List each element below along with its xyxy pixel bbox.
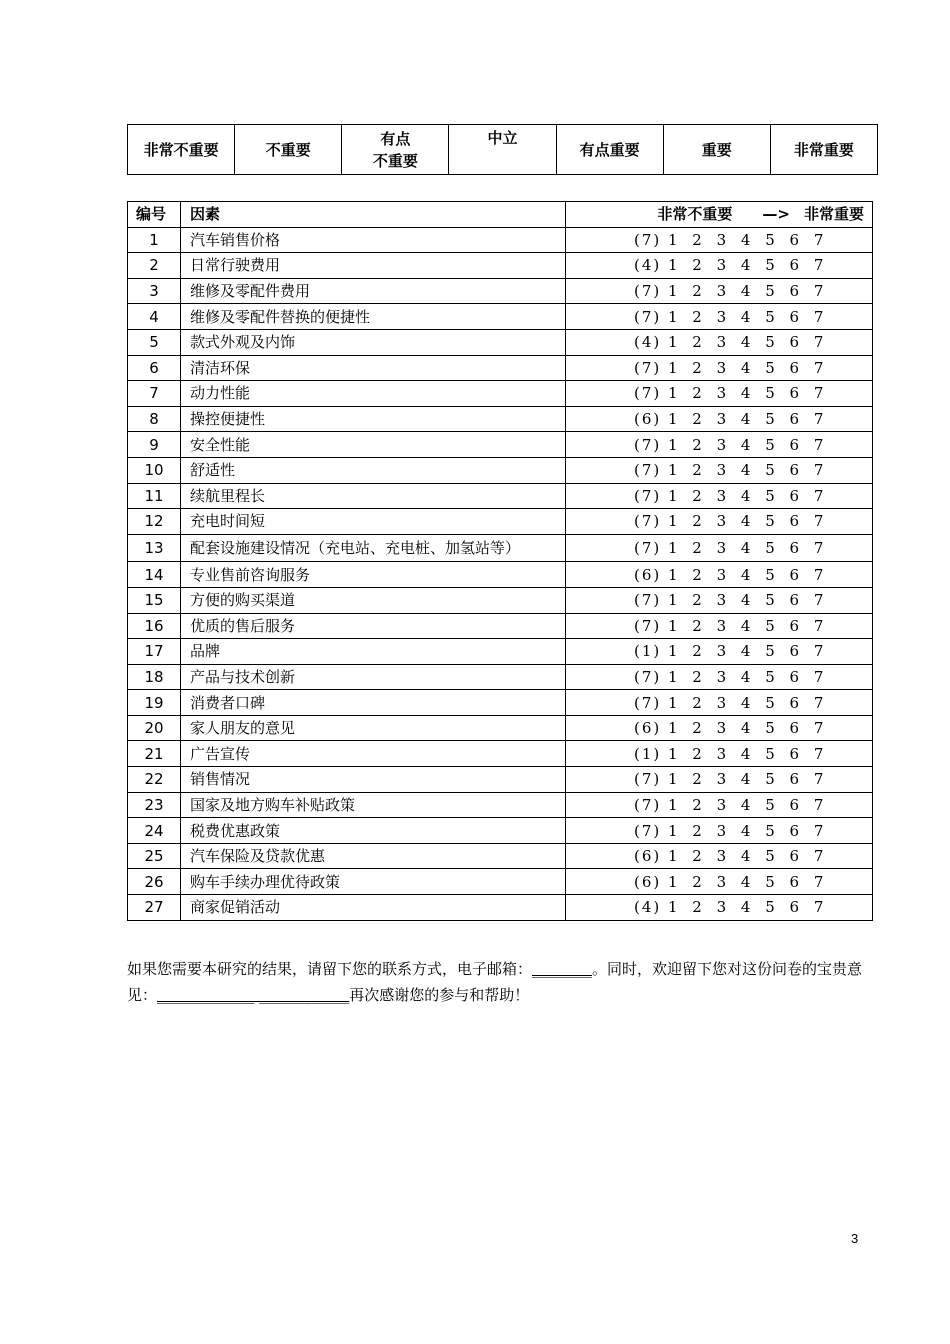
row-number: 2 [128, 253, 181, 279]
factor-name: 配套设施建设情况（充电站、充电桩、加氢站等） [181, 534, 566, 562]
row-number: 19 [128, 690, 181, 716]
rating-options: 1 2 3 4 5 6 7 [668, 616, 826, 635]
factor-name: 销售情况 [181, 767, 566, 793]
table-row [128, 895, 873, 921]
selected-rating: (4) [634, 898, 662, 917]
rating-options: 1 2 3 4 5 6 7 [668, 435, 826, 454]
legend-row [128, 125, 878, 175]
rating-cell [566, 869, 873, 895]
selected-rating: (7) [634, 358, 662, 377]
rating-cell [566, 587, 873, 613]
table-row [128, 457, 873, 483]
factor-name: 家人朋友的意见 [181, 715, 566, 741]
rating-cell [566, 613, 873, 639]
rating-options: 1 2 3 4 5 6 7 [668, 821, 826, 840]
legend-cell: 非常重要 [770, 125, 877, 175]
table-row [128, 767, 873, 793]
table-header-row [128, 202, 873, 228]
row-number: 25 [128, 843, 181, 869]
table-row [128, 227, 873, 253]
table-row [128, 818, 873, 844]
legend-cell: 有点重要 [556, 125, 663, 175]
factor-name: 安全性能 [181, 432, 566, 458]
factor-name: 产品与技术创新 [181, 664, 566, 690]
email-blank[interactable]: ________ [532, 960, 593, 978]
rating-options: 1 2 3 4 5 6 7 [668, 384, 826, 403]
rating-options: 1 2 3 4 5 6 7 [668, 565, 826, 584]
rating-cell [566, 767, 873, 793]
selected-rating: (6) [634, 872, 662, 891]
row-number: 11 [128, 483, 181, 509]
factor-name: 动力性能 [181, 381, 566, 407]
legend-cell: 非常不重要 [128, 125, 235, 175]
rating-options: 1 2 3 4 5 6 7 [668, 847, 826, 866]
table-row [128, 869, 873, 895]
legend-cell: 中立 [449, 125, 556, 175]
selected-rating: (7) [634, 230, 662, 249]
rating-options: 1 2 3 4 5 6 7 [668, 872, 826, 891]
rating-options: 1 2 3 4 5 6 7 [668, 358, 826, 377]
table-row [128, 253, 873, 279]
selected-rating: (7) [634, 821, 662, 840]
rating-options: 1 2 3 4 5 6 7 [668, 591, 826, 610]
rating-options: 1 2 3 4 5 6 7 [668, 461, 826, 480]
row-number: 6 [128, 355, 181, 381]
rating-options: 1 2 3 4 5 6 7 [668, 230, 826, 249]
closing-text-3: 再次感谢您的参与和帮助！ [349, 986, 530, 1004]
rating-cell [566, 843, 873, 869]
factor-name: 操控便捷性 [181, 406, 566, 432]
selected-rating: (7) [634, 693, 662, 712]
rating-cell [566, 639, 873, 665]
rating-cell [566, 406, 873, 432]
table-row [128, 278, 873, 304]
row-number: 8 [128, 406, 181, 432]
selected-rating: (4) [634, 256, 662, 275]
factor-name: 消费者口碑 [181, 690, 566, 716]
rating-cell [566, 818, 873, 844]
rating-cell [566, 690, 873, 716]
header-number: 编号 [128, 202, 181, 228]
table-row [128, 639, 873, 665]
row-number: 9 [128, 432, 181, 458]
table-row [128, 562, 873, 588]
selected-rating: (7) [634, 307, 662, 326]
factor-name: 充电时间短 [181, 509, 566, 535]
table-row [128, 792, 873, 818]
selected-rating: (7) [634, 616, 662, 635]
factor-name: 购车手续办理优待政策 [181, 869, 566, 895]
rating-cell [566, 432, 873, 458]
row-number: 5 [128, 329, 181, 355]
factor-name: 日常行驶费用 [181, 253, 566, 279]
table-row [128, 715, 873, 741]
table-row [128, 613, 873, 639]
rating-options: 1 2 3 4 5 6 7 [668, 410, 826, 429]
row-number: 3 [128, 278, 181, 304]
factor-name: 广告宣传 [181, 741, 566, 767]
rating-cell [566, 483, 873, 509]
rating-cell [566, 381, 873, 407]
rating-cell [566, 253, 873, 279]
rating-cell [566, 562, 873, 588]
selected-rating: (6) [634, 410, 662, 429]
rating-options: 1 2 3 4 5 6 7 [668, 333, 826, 352]
selected-rating: (7) [634, 539, 662, 558]
page-number: 3 [851, 1231, 859, 1246]
selected-rating: (7) [634, 512, 662, 531]
rating-options: 1 2 3 4 5 6 7 [668, 719, 826, 738]
table-row [128, 355, 873, 381]
rating-options: 1 2 3 4 5 6 7 [668, 282, 826, 301]
rating-scale-legend [127, 124, 878, 175]
rating-options: 1 2 3 4 5 6 7 [668, 667, 826, 686]
table-row [128, 483, 873, 509]
row-number: 13 [128, 534, 181, 562]
factor-name: 续航里程长 [181, 483, 566, 509]
factor-name: 汽车保险及贷款优惠 [181, 843, 566, 869]
factor-name: 商家促销活动 [181, 895, 566, 921]
rating-options: 1 2 3 4 5 6 7 [668, 693, 826, 712]
rating-options: 1 2 3 4 5 6 7 [668, 898, 826, 917]
rating-cell [566, 278, 873, 304]
rating-cell [566, 329, 873, 355]
row-number: 10 [128, 457, 181, 483]
legend-cell: 不重要 [235, 125, 342, 175]
row-number: 27 [128, 895, 181, 921]
rating-options: 1 2 3 4 5 6 7 [668, 307, 826, 326]
rating-cell [566, 792, 873, 818]
rating-cell [566, 534, 873, 562]
arrow-icon: —> [762, 205, 790, 224]
factor-name: 汽车销售价格 [181, 227, 566, 253]
table-row [128, 534, 873, 562]
header-factor: 因素 [181, 202, 566, 228]
rating-options: 1 2 3 4 5 6 7 [668, 512, 826, 531]
factor-name: 品牌 [181, 639, 566, 665]
row-number: 1 [128, 227, 181, 253]
rating-cell [566, 304, 873, 330]
table-row [128, 304, 873, 330]
row-number: 14 [128, 562, 181, 588]
selected-rating: (6) [634, 847, 662, 866]
table-row [128, 329, 873, 355]
table-row [128, 432, 873, 458]
selected-rating: (7) [634, 461, 662, 480]
factor-name: 国家及地方购车补贴政策 [181, 792, 566, 818]
factor-name: 维修及零配件替换的便捷性 [181, 304, 566, 330]
factor-name: 舒适性 [181, 457, 566, 483]
legend-cell: 有点 不重要 [342, 125, 449, 175]
rating-options: 1 2 3 4 5 6 7 [668, 539, 826, 558]
comment-blank[interactable]: _____________ ____________ [157, 986, 350, 1004]
factor-name: 方便的购买渠道 [181, 587, 566, 613]
closing-note [127, 956, 867, 1008]
selected-rating: (7) [634, 486, 662, 505]
factor-rating-table [127, 201, 873, 921]
row-number: 17 [128, 639, 181, 665]
rating-cell [566, 895, 873, 921]
factor-name: 税费优惠政策 [181, 818, 566, 844]
row-number: 20 [128, 715, 181, 741]
row-number: 23 [128, 792, 181, 818]
row-number: 24 [128, 818, 181, 844]
selected-rating: (6) [634, 565, 662, 584]
table-row [128, 381, 873, 407]
closing-text-1: 如果您需要本研究的结果，请留下您的联系方式，电子邮箱： [127, 960, 533, 978]
row-number: 15 [128, 587, 181, 613]
legend-cell: 重要 [663, 125, 770, 175]
rating-options: 1 2 3 4 5 6 7 [668, 795, 826, 814]
header-scale-high: 非常重要 [803, 205, 864, 224]
selected-rating: (7) [634, 282, 662, 301]
selected-rating: (7) [634, 770, 662, 789]
rating-cell [566, 457, 873, 483]
header-scale [566, 202, 873, 228]
table-row [128, 587, 873, 613]
row-number: 18 [128, 664, 181, 690]
table-row [128, 406, 873, 432]
rating-options: 1 2 3 4 5 6 7 [668, 770, 826, 789]
header-scale-low: 非常不重要 [657, 205, 733, 224]
rating-options: 1 2 3 4 5 6 7 [668, 486, 826, 505]
rating-cell [566, 715, 873, 741]
row-number: 22 [128, 767, 181, 793]
rating-cell [566, 664, 873, 690]
closing-text-2: 。同时，欢迎留下您对这份问卷的宝贵意见： [127, 960, 863, 1004]
rating-options: 1 2 3 4 5 6 7 [668, 256, 826, 275]
row-number: 21 [128, 741, 181, 767]
factor-name: 优质的售后服务 [181, 613, 566, 639]
table-row [128, 690, 873, 716]
rating-cell [566, 509, 873, 535]
row-number: 16 [128, 613, 181, 639]
selected-rating: (1) [634, 642, 662, 661]
selected-rating: (7) [634, 591, 662, 610]
table-row [128, 741, 873, 767]
table-row [128, 509, 873, 535]
rating-cell [566, 741, 873, 767]
row-number: 26 [128, 869, 181, 895]
selected-rating: (6) [634, 719, 662, 738]
rating-options: 1 2 3 4 5 6 7 [668, 744, 826, 763]
selected-rating: (7) [634, 795, 662, 814]
selected-rating: (7) [634, 435, 662, 454]
factor-name: 清洁环保 [181, 355, 566, 381]
table-row [128, 843, 873, 869]
row-number: 4 [128, 304, 181, 330]
factor-name: 维修及零配件费用 [181, 278, 566, 304]
rating-cell [566, 355, 873, 381]
factor-name: 专业售前咨询服务 [181, 562, 566, 588]
row-number: 7 [128, 381, 181, 407]
selected-rating: (4) [634, 333, 662, 352]
factor-name: 款式外观及内饰 [181, 329, 566, 355]
row-number: 12 [128, 509, 181, 535]
selected-rating: (7) [634, 384, 662, 403]
selected-rating: (7) [634, 667, 662, 686]
rating-cell [566, 227, 873, 253]
table-row [128, 664, 873, 690]
rating-options: 1 2 3 4 5 6 7 [668, 642, 826, 661]
selected-rating: (1) [634, 744, 662, 763]
